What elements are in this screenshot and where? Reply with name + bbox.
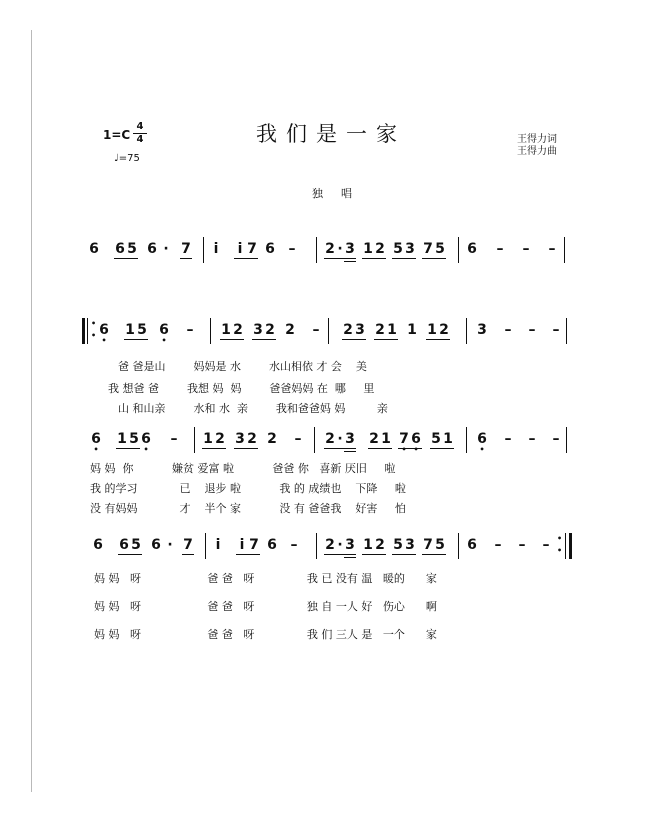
note: 5: [131, 537, 141, 553]
note: ·: [337, 431, 343, 447]
note: 6 •: [410, 431, 422, 447]
lyrics-block1-line2: 我 想爸 爸 我想 妈 妈 爸爸妈妈 在 哪 里: [108, 382, 375, 395]
note: 2: [265, 322, 275, 338]
note: ·: [337, 537, 343, 553]
note: 7 •: [398, 431, 410, 447]
lyricist: 王得力词: [517, 134, 557, 145]
note: i: [213, 241, 219, 257]
song-title: 我们是一家: [256, 122, 406, 146]
note: 1: [117, 431, 127, 447]
note: 2: [247, 431, 257, 447]
note: –: [288, 241, 296, 257]
note: 2: [375, 322, 385, 338]
note: 5: [129, 431, 139, 447]
note: 2: [369, 431, 379, 447]
note: 1: [387, 322, 397, 338]
note: 5: [431, 431, 441, 447]
note: 6: [267, 537, 277, 553]
note: 6: [119, 537, 129, 553]
tempo-marking: ♩=75: [114, 153, 140, 164]
note: 3: [405, 537, 415, 553]
note: 2: [267, 431, 277, 447]
lyrics-block1-line1: 爸 爸是山 妈妈是 水 水山相依 才 会 美: [118, 360, 367, 373]
note: 2: [233, 322, 243, 338]
note: 1: [381, 431, 391, 447]
note: –: [522, 241, 530, 257]
note: 6 •: [140, 431, 152, 447]
note: 5: [435, 241, 445, 257]
lyrics-block2-line3: 没 有妈妈 才 半个 家 没 有 爸爸我 好害 怕: [90, 502, 406, 515]
note: 2: [325, 537, 335, 553]
note: 7: [183, 537, 193, 553]
note: 6 •: [90, 431, 102, 447]
note: 2: [325, 241, 335, 257]
note: 6 •: [476, 431, 488, 447]
note: 3: [253, 322, 263, 338]
composer: 王得力曲: [517, 146, 557, 157]
note: 3: [345, 537, 355, 553]
lyrics-block2-line1: 妈 妈 你 嫌贫 爱富 啦 爸爸 你 喜新 厌旧 啦: [90, 462, 396, 475]
note: 6 •: [98, 322, 110, 338]
note: i: [237, 241, 243, 257]
note: 6: [151, 537, 161, 553]
note: i: [239, 537, 245, 553]
note: 6: [147, 241, 157, 257]
note: ·: [163, 241, 169, 257]
note: 6: [467, 241, 477, 257]
note: 1: [363, 537, 373, 553]
note: 7: [249, 537, 259, 553]
credits: [517, 134, 557, 158]
note: 6 •: [158, 322, 170, 338]
score-row-verse-2: [88, 431, 568, 455]
note: ·: [337, 241, 343, 257]
page-margin-line: [31, 30, 32, 792]
note: –: [528, 431, 536, 447]
note: 1: [427, 322, 437, 338]
note: –: [552, 322, 560, 338]
score-row-verse-3: 6 6 5 6 · 7 i i 7 6 – 2 · 3 1 2 5 3 7 5 6 – – – • •: [88, 537, 568, 561]
note: 5: [127, 241, 137, 257]
note: 6: [115, 241, 125, 257]
note: 1: [407, 322, 417, 338]
note: 5: [393, 241, 403, 257]
note: –: [186, 322, 194, 338]
note: 3: [477, 322, 487, 338]
note: 3: [355, 322, 365, 338]
note: 5: [435, 537, 445, 553]
note: 1: [221, 322, 231, 338]
lyrics-block2-line2: 我 的学习 已 退步 啦 我 的 成绩也 下降 啦: [90, 482, 406, 495]
note: 1: [443, 431, 453, 447]
note: 7: [247, 241, 257, 257]
note: –: [528, 322, 536, 338]
note: 1: [125, 322, 135, 338]
lyrics-block1-line3: 山 和山亲 水和 水 亲 我和爸爸妈 妈 亲: [118, 402, 388, 415]
note: 6: [265, 241, 275, 257]
note: 3: [345, 431, 355, 447]
note: 2: [285, 322, 295, 338]
performance-type: 独唱: [312, 187, 370, 200]
note: 1: [363, 241, 373, 257]
note: 1: [203, 431, 213, 447]
note: –: [504, 431, 512, 447]
note: –: [518, 537, 526, 553]
note: –: [496, 241, 504, 257]
note: –: [504, 322, 512, 338]
note: 2: [325, 431, 335, 447]
note: –: [552, 431, 560, 447]
note: 2: [375, 241, 385, 257]
lyrics-block3-line2: 妈 妈 呀 爸 爸 呀 独 自 一人 好 伤心 啊: [94, 600, 437, 613]
note: –: [542, 537, 550, 553]
note: –: [170, 431, 178, 447]
note: 3: [235, 431, 245, 447]
note: –: [312, 322, 320, 338]
note: 2: [215, 431, 225, 447]
note: 3: [405, 241, 415, 257]
note: i: [215, 537, 221, 553]
note: 2: [343, 322, 353, 338]
note: 6: [93, 537, 103, 553]
score-row-intro: [88, 241, 568, 265]
note: 5: [393, 537, 403, 553]
note: –: [294, 431, 302, 447]
note: –: [548, 241, 556, 257]
note: 7: [181, 241, 191, 257]
note: 3: [345, 241, 355, 257]
note: 5: [137, 322, 147, 338]
note: –: [494, 537, 502, 553]
time-sig-top: 4: [136, 121, 144, 132]
key-signature: 1=C: [103, 128, 131, 142]
score-row-verse-1: • • 6 • 1 5 6 • – 1 2 3 2 2 – 2 3 2 1 1 1 2 3 – – –: [88, 322, 568, 346]
note: 7: [423, 241, 433, 257]
time-signature: [133, 122, 147, 145]
note: 7: [423, 537, 433, 553]
note: 2: [439, 322, 449, 338]
note: 6: [467, 537, 477, 553]
note: 6: [89, 241, 99, 257]
note: ·: [167, 537, 173, 553]
time-sig-bottom: 4: [136, 134, 144, 145]
lyrics-block3-line3: 妈 妈 呀 爸 爸 呀 我 们 三人 是 一个 家: [94, 628, 437, 641]
note: 2: [375, 537, 385, 553]
lyrics-block3-line1: 妈 妈 呀 爸 爸 呀 我 已 没有 温 暖的 家: [94, 572, 437, 585]
note: –: [290, 537, 298, 553]
